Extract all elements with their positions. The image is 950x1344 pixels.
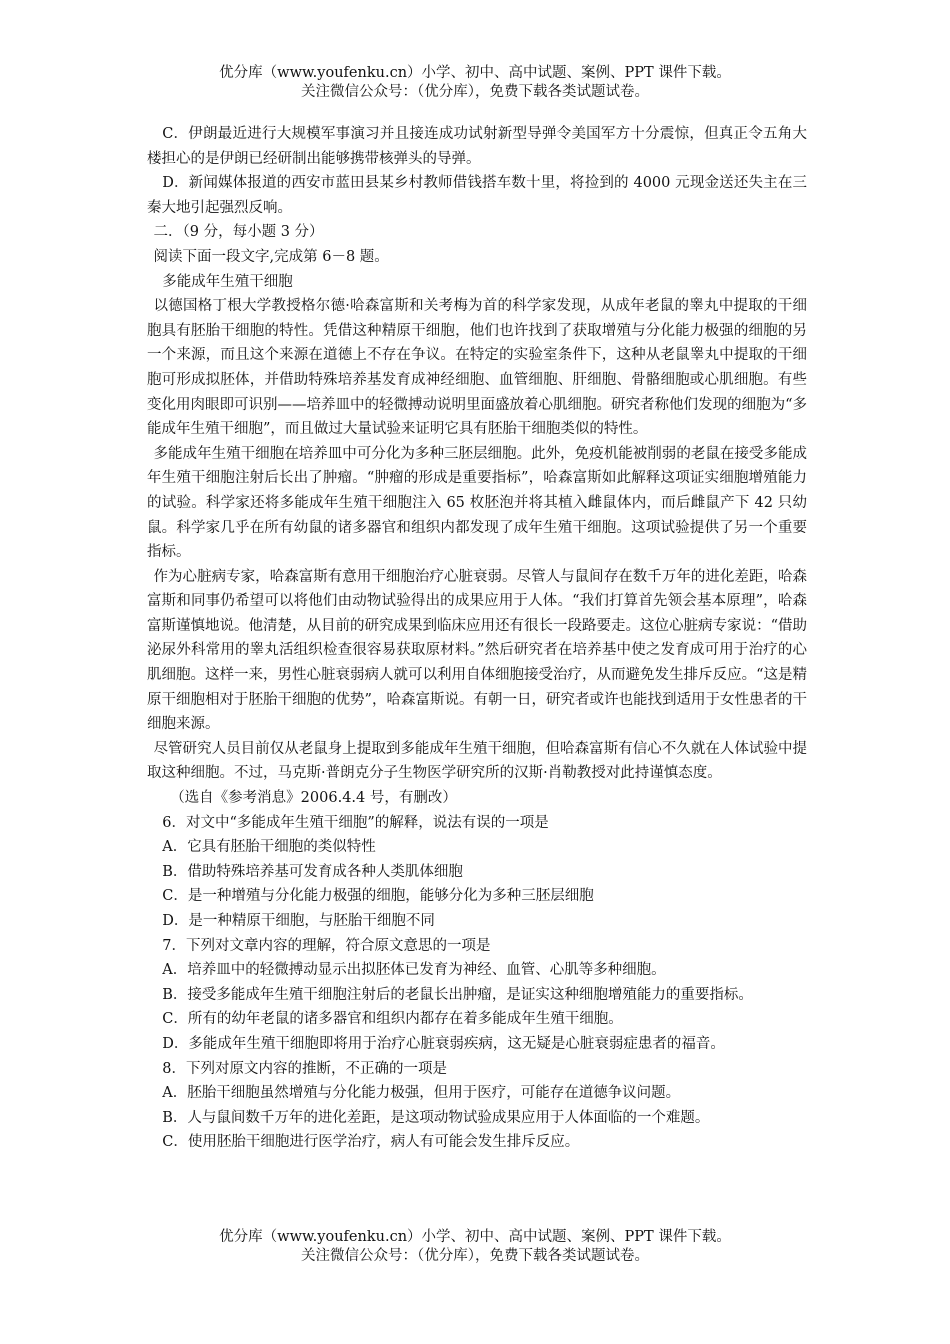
question-6: 6．对文中“多能成年生殖干细胞”的解释，说法有误的一项是 <box>162 814 549 831</box>
question-6-option-b: B．借助特殊培养基可发育成各种人类肌体细胞 <box>162 863 463 880</box>
passage-source: （选自《参考消息》2006.4.4 号，有删改） <box>170 790 457 807</box>
question-6-option-c: C．是一种增殖与分化能力极强的细胞，能够分化为多种三胚层细胞 <box>162 888 594 905</box>
passage-paragraph-3: 作为心脏病专家，哈森富斯有意用干细胞治疗心脏衰弱。尽管人与鼠间存在数千万年的进化差距，哈森富斯和同事仍希望可以将他们由动物试验得出的成果应用于人体。“我们打算首先领会基本原理”，哈森富斯谨慎地说。他清楚，从目前的研究成果到临床应用还有很长一段路要走。这位心脏病专家说：“借助泌尿外科常用的睾丸活组织检查很容易获取原材料。”然后研究者在培养基中使之发育成可用于治疗的心肌细胞。这样一来，男性心脏衰弱病人就可以利用自体细胞接受治疗，从而避免发生排斥反应。“这是精原干细胞相对于胚胎干细胞的优势”，哈森富斯说。有朝一日，研究者或许也能找到适用于女性患者的干细胞来源。 <box>147 568 807 733</box>
prev-option-c: C．伊朗最近进行大规模军事演习并且接连成功试射新型导弹令美国军方十分震惊，但真正令五角大楼担心的是伊朗已经研制出能够携带核弹头的导弹。 <box>147 126 807 167</box>
question-7-option-c: C．所有的幼年老鼠的诸多器官和组织内都存在着多能成年生殖干细胞。 <box>162 1011 623 1028</box>
page-header <box>0 64 950 102</box>
passage-paragraph-4: 尽管研究人员目前仅从老鼠身上提取到多能成年生殖干细胞，但哈森富斯有信心不久就在人体试验中提取这种细胞。不过，马克斯·普朗克分子生物医学研究所的汉斯·肖勒教授对此持谨慎态度。 <box>147 740 807 782</box>
question-6-option-d: D．是一种精原干细胞，与胚胎干细胞不同 <box>162 913 435 929</box>
question-8-option-c: C．使用胚胎干细胞进行医学治疗，病人有可能会发生排斥反应。 <box>162 1134 580 1151</box>
question-6-option-a: A．它具有胚胎干细胞的类似特性 <box>162 839 376 856</box>
passage-paragraph-1: 以德国格丁根大学教授格尔德·哈森富斯和关考梅为首的科学家发现，从成年老鼠的睾丸中提取的干细胞具有胚胎干细胞的特性。凭借这种精原干细胞，他们也许找到了获取增殖与分化能力极强的细胞的另一个来源，而且这个来源在道德上不存在争议。在特定的实验室条件下，这种从老鼠睾丸中提取的干细胞可形成拟胚体，并借助特殊培养基发育成神经细胞、血管细胞、肝细胞、骨骼细胞或心肌细胞。有些变化用肉眼即可识别——培养皿中的轻微搏动说明里面盛放着心肌细胞。研究者称他们发现的细胞为“多能成年生殖干细胞”，而且做过大量试验来证明它具有胚胎干细胞类似的特性。 <box>147 298 807 438</box>
question-8-option-b: B．人与鼠间数千万年的进化差距，是这项动物试验成果应用于人体面临的一个难题。 <box>162 1109 710 1126</box>
instruction: 阅读下面一段文字,完成第 6－8 题。 <box>153 248 389 265</box>
header-line-1: 优分库（www.youfenku.cn）小学、初中、高中试题、案例、PPT 课件下载。 <box>219 65 731 81</box>
passage-title: 多能成年生殖干细胞 <box>162 273 293 290</box>
question-7-option-b: B．接受多能成年生殖干细胞注射后的老鼠长出肿瘤，是证实这种细胞增殖能力的重要指标。 <box>162 986 753 1003</box>
passage-paragraph-2: 多能成年生殖干细胞在培养皿中可分化为多种三胚层细胞。此外，免疫机能被削弱的老鼠在接受多能成年生殖干细胞注射后长出了肿瘤。“肿瘤的形成是重要指标”，哈森富斯如此解释这项证实细胞增殖能力的试验。科学家还将多能成年生殖干细胞注入 65 枚胚泡并将其植入雌鼠体内，而后雌鼠产下 42 只幼鼠。科学家几乎在所有幼鼠的诸多器官和组织内都发现了成年生殖干细胞。这项试验提供了另一个重要指标。 <box>147 445 807 561</box>
header-line-2: 关注微信公众号：（优分库），免费下载各类试题试卷。 <box>301 84 649 100</box>
question-7: 7．下列对文章内容的理解，符合原文意思的一项是 <box>162 937 491 954</box>
question-8-option-a: A．胚胎干细胞虽然增殖与分化能力极强，但用于医疗，可能存在道德争议问题。 <box>162 1085 681 1102</box>
question-7-option-d: D．多能成年生殖干细胞即将用于治疗心脏衰弱疾病，这无疑是心脏衰弱症患者的福音。 <box>162 1035 725 1052</box>
footer-line-1: 优分库（www.youfenku.cn）小学、初中、高中试题、案例、PPT 课件下载。 <box>219 1229 731 1245</box>
page-footer <box>0 1228 950 1266</box>
section-heading: 二．（9 分，每小题 3 分） <box>153 224 324 241</box>
prev-option-d: D．新闻媒体报道的西安市蓝田县某乡村教师借钱搭车数十里，将捡到的 4000 元现金送还失主在三秦大地引起强烈反响。 <box>147 175 807 216</box>
question-8: 8．下列对原文内容的推断，不正确的一项是 <box>162 1060 447 1077</box>
footer-line-2: 关注微信公众号：（优分库），免费下载各类试题试卷。 <box>301 1248 649 1264</box>
question-7-option-a: A．培养皿中的轻微搏动显示出拟胚体已发育为神经、血管、心肌等多种细胞。 <box>162 962 666 979</box>
document-body <box>147 122 807 1155</box>
